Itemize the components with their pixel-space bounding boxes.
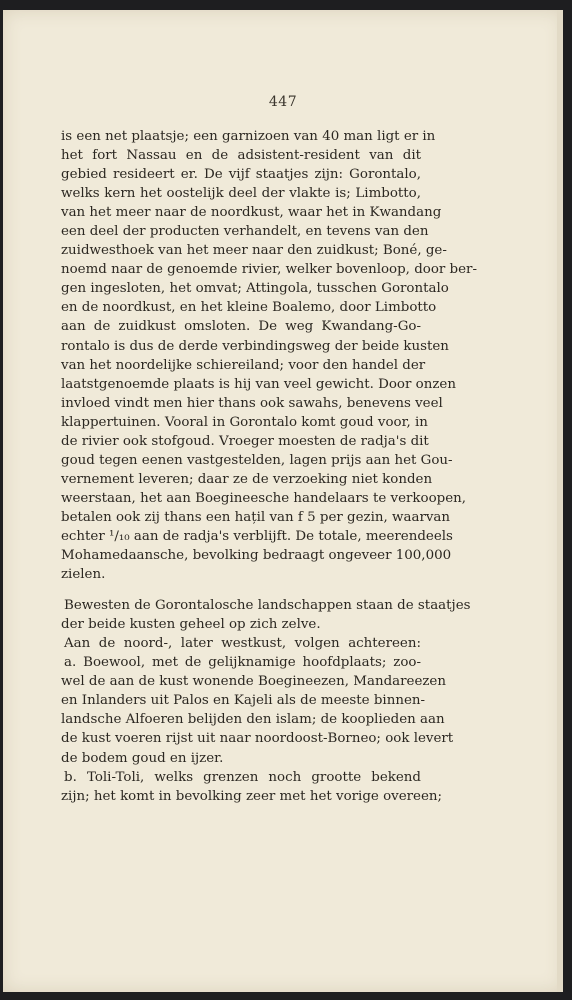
text-line: Bewesten de Gorontalosche landschappen staan de staatjes	[64, 598, 471, 614]
text-line: b. Toli-Toli, welks grenzen noch grootte bekend	[64, 769, 421, 785]
text-line: en Inlanders uit Palos en Kajeli als de meeste binnen-	[61, 693, 426, 709]
text-line: Mohamedaansche, bevolking bedraagt ongeveer 100,000	[61, 548, 452, 564]
text-line: a. Boewool, met de gelijknamige hoofdplaats; zoo-	[64, 655, 421, 671]
text-line: vernement leveren; daar ze de verzoeking niet konden	[61, 471, 433, 487]
text-line: is een net plaatsje; een garnizoen van 40 man ligt er in	[61, 129, 436, 144]
paragraph-gap	[61, 584, 421, 596]
text-line: laatstgenoemde plaats is hij van veel gewicht. Door onzen	[61, 376, 456, 392]
book-page	[3, 10, 563, 992]
text-line: en de noordkust, en het kleine Boalemo, door Limbotto	[61, 300, 437, 316]
text-line: gebied resideert er. De vijf staatjes zijn: Gorontalo,	[61, 167, 421, 183]
text-line: een deel der producten verhandelt, en tevens van den	[61, 224, 429, 240]
text-line: klappertuinen. Vooral in Gorontalo komt goud voor, in	[61, 414, 428, 430]
text-line: goud tegen eenen vastgestelden, lagen prijs aan het Gou-	[61, 452, 453, 468]
text-line: de rivier ook stofgoud. Vroeger moesten de radja's dit	[61, 433, 429, 449]
text-line: van het meer naar de noordkust, waar het in Kwandang	[61, 205, 442, 221]
text-line: invloed vindt men hier thans ook sawahs, benevens veel	[61, 395, 443, 411]
text-line: gen ingesloten, het omvat; Attingola, tusschen Gorontalo	[61, 281, 449, 297]
text-line: der beide kusten geheel op zich zelve.	[61, 617, 321, 633]
text-line: de bodem goud en ijzer.	[61, 750, 224, 766]
page-edge	[557, 10, 563, 992]
text-line: welks kern het oostelijk deel der vlakte is; Limbotto,	[61, 186, 421, 202]
text-line: betalen ook zij thans een hațil van f 5 per gezin, waarvan	[61, 509, 451, 525]
text-line: rontalo is dus de derde verbindingsweg der beide kusten	[61, 338, 449, 354]
text-line: zuidwesthoek van het meer naar den zuidkust; Boné, ge-	[61, 243, 447, 259]
text-line: aan de zuidkust omsloten. De weg Kwandang-Go-	[61, 319, 421, 335]
page-number: 447	[268, 94, 298, 110]
text-line: de kust voeren rijst uit naar noordoost-Borneo; ook levert	[61, 731, 454, 747]
text-line: echter ¹/₁₀ aan de radja's verblijft. De totale, meerendeels	[61, 528, 453, 544]
text-line: zielen.	[61, 567, 106, 583]
text-line: weerstaan, het aan Boegineesche handelaars te verkoopen,	[61, 490, 467, 506]
paragraph-2	[61, 596, 471, 806]
text-line: zijn; het komt in bevolking zeer met het vorige overeen;	[61, 788, 443, 804]
paragraph-1	[61, 127, 477, 584]
text-line: noemd naar de genoemde rivier, welker bovenloop, door ber-	[61, 262, 477, 278]
text-line: van het noordelijke schiereiland; voor den handel der	[61, 357, 426, 373]
text-line: wel de aan de kust wonende Boegineezen, Mandareezen	[61, 674, 446, 690]
body-text	[61, 127, 477, 806]
text-line: landsche Alfoeren belijden den islam; de kooplieden aan	[61, 712, 445, 728]
text-line: het fort Nassau en de adsistent-resident van dit	[61, 148, 421, 164]
text-line: Aan de noord-, later westkust, volgen achtereen:	[64, 636, 421, 652]
